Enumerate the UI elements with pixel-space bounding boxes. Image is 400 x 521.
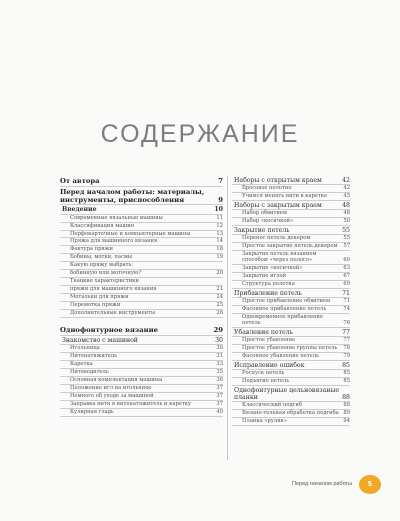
toc-entry-page: 11 bbox=[216, 214, 223, 221]
toc-entry-title: бобинную или моточную? bbox=[70, 270, 142, 277]
toc-subsection[interactable] bbox=[60, 278, 223, 286]
toc-entry-page: 60 bbox=[343, 257, 350, 264]
toc-entry-title: Однофонтурное вязание bbox=[60, 326, 158, 335]
toc-entry-page: 55 bbox=[342, 227, 350, 235]
toc-subsection[interactable] bbox=[232, 193, 350, 201]
toc-entry-page: 31 bbox=[216, 353, 223, 360]
toc-subsection[interactable] bbox=[232, 185, 350, 193]
toc-entry-page: 37 bbox=[216, 400, 223, 407]
toc-entry-page: 88 bbox=[342, 394, 350, 402]
toc-subsection[interactable] bbox=[232, 265, 350, 273]
toc-entry-title: Наборы с открытым краем bbox=[234, 177, 322, 184]
toc-entry-title: Учимся менять нити в каретке bbox=[242, 193, 328, 200]
toc-left-column bbox=[60, 176, 223, 417]
toc-subsection[interactable] bbox=[232, 370, 350, 378]
toc-entry-page: 33 bbox=[216, 361, 223, 368]
toc-entry-title: Бросовое полотно bbox=[242, 185, 292, 192]
toc-section[interactable] bbox=[232, 386, 350, 402]
toc-chapter[interactable] bbox=[60, 325, 223, 336]
toc-entry-title: Нитеводитель bbox=[70, 369, 109, 375]
toc-entry-page: 69 bbox=[343, 281, 350, 288]
toc-subsection[interactable] bbox=[60, 401, 223, 409]
toc-spacer bbox=[60, 318, 223, 325]
toc-entry-page: 24 bbox=[216, 294, 223, 301]
toc-entry-title: Убавление петель bbox=[234, 329, 294, 337]
toc-entry-title: Однофонтурные цельновязаные планки bbox=[234, 387, 340, 402]
toc-section[interactable] bbox=[232, 328, 350, 337]
toc-entry-page: 78 bbox=[343, 345, 350, 352]
toc-entry-page: 10 bbox=[214, 206, 223, 214]
toc-section[interactable] bbox=[232, 226, 350, 235]
toc-subsection[interactable] bbox=[232, 314, 350, 328]
toc-entry-title: Прибавление петель bbox=[234, 290, 303, 298]
toc-entry-title: Закрытие петель bbox=[234, 227, 290, 235]
toc-entry-page: 76 bbox=[343, 320, 350, 327]
toc-entry-title: Фасонное прибавление петель bbox=[242, 306, 327, 313]
toc-entry-page: 77 bbox=[342, 329, 350, 337]
toc-subsection[interactable] bbox=[60, 353, 223, 361]
toc-entry-page: 85 bbox=[343, 378, 350, 385]
toc-entry-page: 88 bbox=[343, 402, 350, 409]
toc-subsection[interactable] bbox=[232, 337, 350, 345]
toc-subsection[interactable] bbox=[60, 377, 223, 385]
toc-entry-page: 37 bbox=[216, 392, 223, 399]
toc-entry-page: 20 bbox=[216, 270, 223, 277]
toc-entry-title: Структура полотна bbox=[242, 281, 295, 288]
toc-entry-page: 48 bbox=[343, 210, 350, 217]
toc-entry-page: 30 bbox=[215, 336, 223, 344]
toc-entry-title: Исправление ошибок bbox=[234, 362, 305, 370]
toc-entry-page: 36 bbox=[216, 376, 223, 383]
toc-entry-title: Роспуск петель bbox=[242, 370, 285, 377]
toc-entry-title: Простое закрытие петель декером bbox=[242, 243, 338, 250]
toc-entry-title: Пряжа для машинного вязания bbox=[70, 238, 158, 245]
toc-entry-title: Закрытие иглой bbox=[242, 273, 287, 280]
toc-entry-page: 42 bbox=[343, 185, 350, 192]
toc-subsection[interactable] bbox=[232, 345, 350, 353]
toc-section[interactable] bbox=[232, 361, 350, 370]
toc-entry-title: Бобины, мотки, пасмы bbox=[70, 254, 133, 261]
toc-subsection[interactable] bbox=[60, 294, 223, 302]
toc-entry-page: 25 bbox=[216, 302, 223, 309]
toc-subsection[interactable] bbox=[60, 302, 223, 310]
toc-entry-page: 35 bbox=[216, 369, 223, 375]
toc-subsection[interactable] bbox=[60, 270, 223, 278]
toc-subsection[interactable] bbox=[60, 231, 223, 239]
toc-entry-page: 50 bbox=[343, 218, 350, 225]
toc-chapter[interactable] bbox=[60, 176, 223, 187]
toc-entry-title: Фасонное убавление петель bbox=[242, 353, 319, 360]
toc-entry-page: 48 bbox=[342, 202, 350, 210]
toc-entry-title: Перемотка пряжи bbox=[70, 302, 121, 309]
toc-entry-page: 71 bbox=[343, 298, 350, 305]
toc-entry-title: Набор обвитием bbox=[242, 210, 287, 217]
page-title: СОДЕРЖАНИЕ bbox=[100, 120, 300, 148]
toc-entry-title: Современные вязальные машины bbox=[70, 214, 163, 221]
toc-entry-title: Каретка bbox=[70, 361, 93, 368]
toc-entry-title: Дополнительные инструменты bbox=[70, 310, 156, 317]
toc-subsection[interactable] bbox=[232, 410, 350, 418]
toc-subsection[interactable] bbox=[232, 235, 350, 243]
toc-entry-title: Планка «рулик» bbox=[242, 418, 288, 425]
toc-entry-page: 29 bbox=[213, 326, 223, 335]
toc-entry-page: 37 bbox=[216, 384, 223, 391]
toc-entry-title: Простое убавление bbox=[242, 337, 296, 344]
toc-entry-page: 71 bbox=[342, 290, 350, 298]
toc-entry-title: Простое прибавление обвитием bbox=[242, 298, 331, 305]
toc-chapter[interactable] bbox=[60, 187, 223, 206]
toc-entry-title: Знакомство с машиной bbox=[62, 336, 138, 344]
toc-entry-page: 42 bbox=[342, 177, 350, 184]
footer-section-text: Перед началом работы bbox=[292, 481, 352, 487]
toc-entry-title: Набор «косичкой» bbox=[242, 218, 294, 225]
toc-subsection[interactable] bbox=[60, 393, 223, 401]
toc-entry-page: 77 bbox=[343, 337, 350, 344]
toc-entry-page: 26 bbox=[216, 310, 223, 317]
toc-section[interactable] bbox=[232, 176, 350, 185]
toc-entry-page: 55 bbox=[343, 235, 350, 242]
toc-entry-title: пряжи для машинного вязания bbox=[70, 286, 157, 293]
toc-entry-title: Перед началом работы: материалы, инструменты, приспособления bbox=[60, 187, 205, 204]
toc-subsection[interactable] bbox=[232, 378, 350, 386]
toc-entry-title: Нитенатяжитель bbox=[70, 353, 117, 360]
toc-subsection[interactable] bbox=[232, 218, 350, 226]
toc-subsection[interactable] bbox=[232, 298, 350, 306]
toc-entry-page: 57 bbox=[343, 243, 350, 250]
toc-entry-title: Мотальки для пряжи bbox=[70, 294, 129, 301]
toc-entry-title: Наборы с закрытым краем bbox=[234, 202, 322, 210]
toc-entry-title: Классификация машин bbox=[70, 222, 135, 229]
toc-entry-title: Игольница bbox=[70, 345, 100, 352]
toc-entry-title: Одновременное прибавление петель bbox=[242, 314, 323, 327]
toc-entry-title: Ткацкие характеристики bbox=[70, 278, 139, 285]
toc-entry-title: Немного об уходе за машиной bbox=[70, 392, 154, 399]
toc-entry-page: 14 bbox=[216, 238, 223, 245]
toc-section[interactable] bbox=[232, 289, 350, 298]
toc-section[interactable] bbox=[60, 336, 223, 345]
toc-subsection[interactable] bbox=[232, 210, 350, 218]
toc-entry-title: Перфокарточные и компьютерные машины bbox=[70, 230, 191, 237]
toc-entry-title: Положение игл на игольнице bbox=[70, 384, 152, 391]
toc-entry-title: Заправка нити в нитенатяжитель и каретку bbox=[70, 400, 192, 407]
toc-right-column bbox=[232, 176, 350, 426]
toc-entry-page: 40 bbox=[216, 408, 223, 415]
toc-entry-page: 7 bbox=[218, 177, 223, 185]
toc-subsection[interactable] bbox=[60, 369, 223, 377]
toc-entry-title: Закрытие «косичкой» bbox=[242, 265, 303, 272]
toc-subsection[interactable] bbox=[232, 243, 350, 251]
toc-entry-page: 13 bbox=[216, 230, 223, 237]
toc-entry-page: 21 bbox=[216, 286, 223, 293]
toc-subsection[interactable] bbox=[232, 273, 350, 281]
toc-entry-page: 19 bbox=[216, 254, 223, 261]
toc-entry-title: Фактура пряжи bbox=[70, 246, 113, 253]
page-number-badge: 5 bbox=[359, 475, 381, 494]
toc-entry-title: Введение bbox=[62, 206, 97, 214]
toc-entry-page: 74 bbox=[343, 306, 350, 313]
toc-entry-page: 30 bbox=[216, 345, 223, 352]
column-divider bbox=[227, 176, 228, 460]
toc-subsection[interactable] bbox=[232, 251, 350, 265]
toc-subsection[interactable] bbox=[60, 286, 223, 294]
toc-section[interactable] bbox=[60, 205, 223, 214]
toc-subsection[interactable] bbox=[60, 345, 223, 353]
toc-entry-page: 85 bbox=[342, 362, 350, 370]
toc-entry-title: От автора bbox=[60, 177, 100, 185]
toc-subsection[interactable] bbox=[60, 310, 223, 318]
toc-section[interactable] bbox=[232, 201, 350, 210]
toc-subsection[interactable] bbox=[232, 418, 350, 426]
toc-entry-title: Какую пряжу выбрать: bbox=[70, 262, 134, 269]
toc-entry-title: Вязано-тельная обработка подгиба bbox=[242, 410, 339, 417]
toc-entry-page: 63 bbox=[343, 265, 350, 272]
toc-entry-title: Простое убавление группы петель bbox=[242, 345, 338, 352]
toc-subsection[interactable] bbox=[232, 281, 350, 289]
toc-entry-page: 45 bbox=[343, 193, 350, 200]
toc-entry-title: Закрытие петель вязанием способом «через полого» bbox=[242, 251, 317, 264]
toc-subsection[interactable] bbox=[232, 353, 350, 361]
toc-subsection[interactable] bbox=[232, 306, 350, 314]
toc-entry-page: 79 bbox=[343, 353, 350, 360]
toc-entry-title: Основная комплектация машины bbox=[70, 376, 163, 383]
toc-entry-page: 89 bbox=[343, 410, 350, 417]
toc-subsection[interactable] bbox=[60, 223, 223, 231]
toc-subsection[interactable] bbox=[60, 215, 223, 223]
toc-subsection[interactable] bbox=[60, 409, 223, 417]
toc-entry-page: 18 bbox=[216, 246, 223, 253]
toc-entry-title: Классический подгиб bbox=[242, 402, 302, 409]
toc-subsection[interactable] bbox=[60, 238, 223, 246]
toc-entry-title: Перенос петель декером bbox=[242, 235, 311, 242]
toc-entry-page: 85 bbox=[343, 370, 350, 377]
toc-entry-title: Подъятие петель bbox=[242, 378, 290, 385]
toc-subsection[interactable] bbox=[60, 361, 223, 369]
toc-entry-page: 67 bbox=[343, 273, 350, 280]
toc-entry-title: Кулирная гладь bbox=[70, 408, 114, 415]
toc-entry-page: 9 bbox=[218, 195, 223, 204]
toc-entry-page: 12 bbox=[216, 222, 223, 229]
toc-entry-page: 94 bbox=[343, 418, 350, 425]
toc-subsection[interactable] bbox=[60, 385, 223, 393]
